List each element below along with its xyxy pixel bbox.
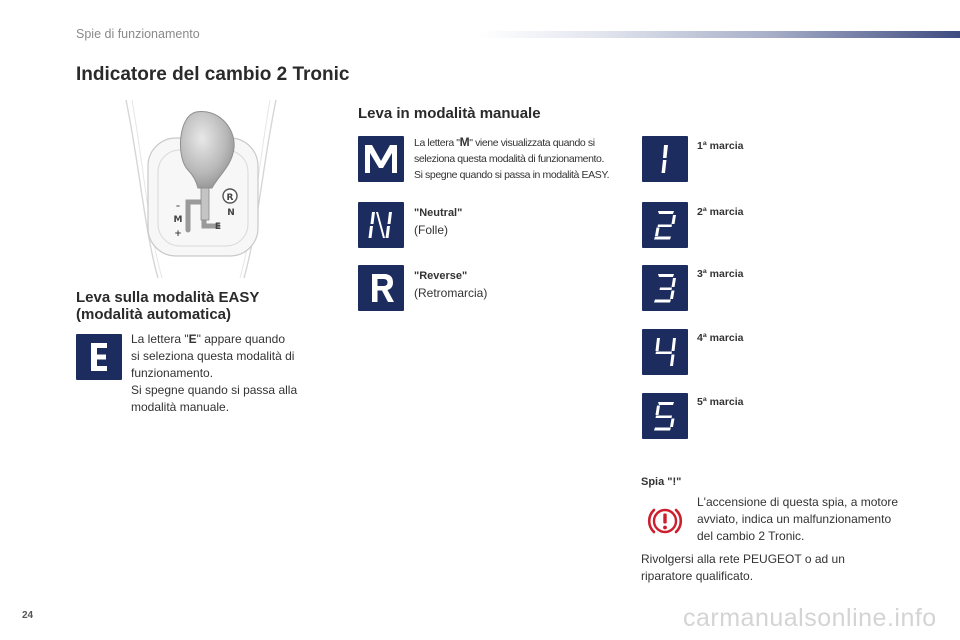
lever-label-e: E — [214, 222, 222, 232]
digit-3-icon — [642, 265, 688, 311]
reverse-description: "Reverse" (Retromarcia) — [414, 270, 488, 300]
letter-r-icon — [358, 265, 404, 311]
page-number: 24 — [22, 610, 34, 621]
lever-label-n: N — [227, 208, 235, 218]
easy-e-tile — [76, 334, 122, 380]
gear-4-label: 4ª marcia — [697, 332, 744, 344]
warning-description: L'accensione di questa spia, a motore avviato, indica un malfunzionamento del cambio 2 Tronic. — [697, 495, 899, 543]
letter-n-icon — [358, 202, 404, 248]
gear-3-tile — [642, 265, 688, 311]
letter-e-icon — [76, 334, 122, 380]
gear-1-label: 1ª marcia — [697, 140, 744, 152]
reverse-r-tile — [358, 265, 404, 311]
manual-m-description: La lettera "M" viene visualizzata quando si seleziona questa modalità di funzionamento. Si spegne quando si passa in modalità EASY. — [414, 135, 610, 181]
easy-description: La lettera "E" appare quando si seleziona questa modalità di funzionamento. Si spegne quando si passa alla modalità manuale. — [131, 332, 298, 414]
gear-2-tile — [642, 202, 688, 248]
lever-label-minus: – — [176, 201, 180, 210]
manual-heading: Leva in modalità manuale — [358, 105, 541, 122]
neutral-description: "Neutral" (Folle) — [414, 207, 463, 237]
header-gradient-bar — [478, 31, 960, 38]
gear-4-tile — [642, 329, 688, 375]
easy-heading — [76, 289, 316, 323]
manual-m-tile — [358, 136, 404, 182]
letter-m-icon — [358, 136, 404, 182]
digit-4-icon — [642, 329, 688, 375]
lever-label-m: M — [173, 215, 183, 225]
warning-advice: Rivolgersi alla rete PEUGEOT o ad un riparatore qualificato. — [641, 552, 845, 583]
easy-heading-line2: (modalità automatica) — [76, 306, 232, 323]
gear-lever-illustration — [118, 98, 284, 280]
warning-heading: Spia "!" — [641, 476, 682, 488]
gear-1-tile — [642, 136, 688, 182]
gear-5-label: 5ª marcia — [697, 396, 744, 408]
neutral-n-tile — [358, 202, 404, 248]
gear-3-label: 3ª marcia — [697, 268, 744, 280]
warning-exclamation-icon — [647, 503, 683, 539]
watermark: carmanualsonline.info — [683, 604, 937, 632]
gear-2-label: 2ª marcia — [697, 206, 744, 218]
digit-5-icon — [642, 393, 688, 439]
digit-1-icon — [642, 136, 688, 182]
gear-5-tile — [642, 393, 688, 439]
page-title: Indicatore del cambio 2 Tronic — [76, 64, 350, 85]
section-header-text: Spie di funzionamento — [76, 27, 200, 41]
lever-label-plus: + — [174, 229, 182, 239]
digit-2-icon — [642, 202, 688, 248]
easy-heading-line1: Leva sulla modalità EASY — [76, 289, 260, 306]
lever-label-r: R — [226, 193, 234, 203]
